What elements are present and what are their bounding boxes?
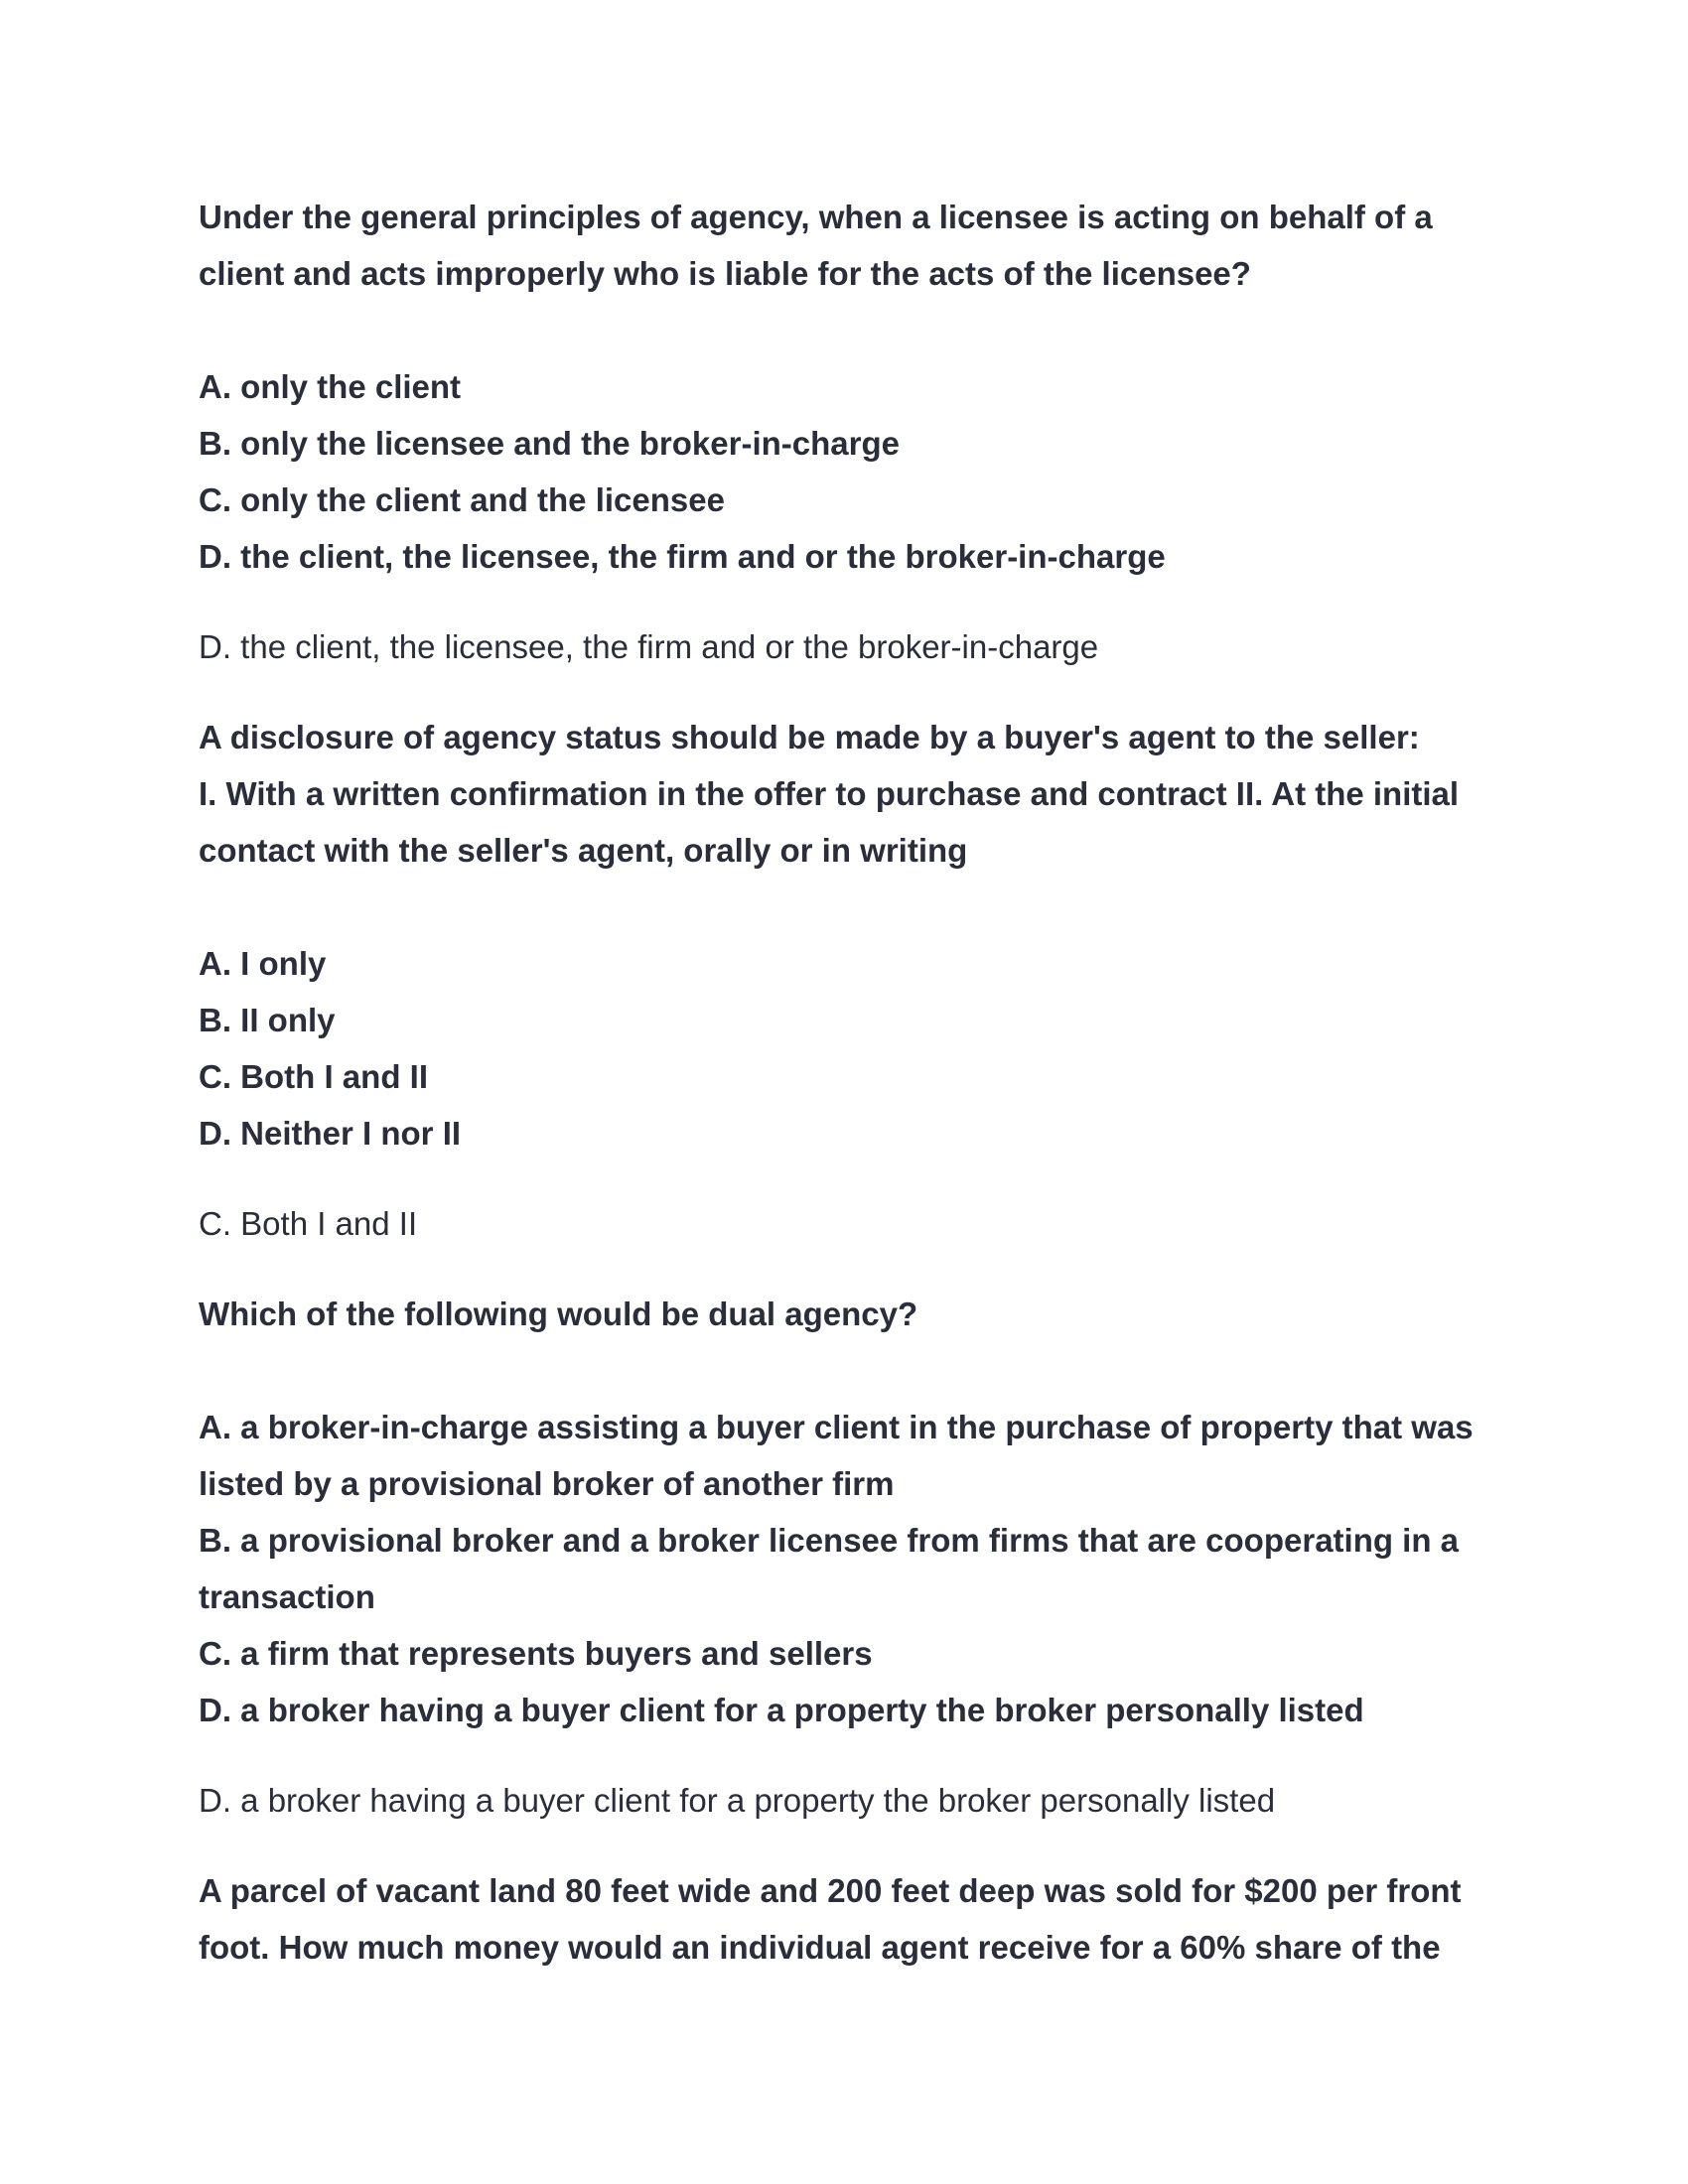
question-block-1 — [199, 189, 1509, 675]
option-b: B. II only — [199, 1002, 336, 1038]
option-c: C. only the client and the licensee — [199, 481, 725, 518]
question-line-1: A disclosure of agency status should be made by a buyer's agent to the seller: — [199, 719, 1420, 755]
document-page — [199, 189, 1509, 1976]
answer-text: C. Both I and II — [199, 1205, 418, 1242]
option-d: D. the client, the licensee, the firm and or the broker-in-charge — [199, 538, 1166, 575]
option-a: A. I only — [199, 945, 327, 982]
options-list — [199, 1399, 1509, 1738]
option-a: A. only the client — [199, 368, 462, 405]
option-c: C. Both I and II — [199, 1058, 428, 1095]
option-a: A. a broker-in-charge assisting a buyer client in the purchase of property that was listed by a provisional broker of another firm — [199, 1409, 1474, 1502]
question-text: A parcel of vacant land 80 feet wide and 200 feet deep was sold for $200 per front foot. How much money would an individual agent receive for a 60% share of the — [199, 1872, 1462, 1966]
answer-text: D. the client, the licensee, the firm and or the broker-in-charge — [199, 628, 1099, 665]
option-c: C. a firm that represents buyers and sellers — [199, 1635, 873, 1672]
question-text: Under the general principles of agency, when a licensee is acting on behalf of a client and acts improperly who is liable for the acts of the licensee? — [199, 199, 1433, 292]
question-block-4 — [199, 1862, 1509, 1976]
option-d: D. Neither I nor II — [199, 1115, 462, 1152]
question-line-2: I. With a written confirmation in the offer to purchase and contract II. At the initial contact with the seller's agent, orally or in writing — [199, 775, 1460, 869]
question-text: Which of the following would be dual agency? — [199, 1296, 918, 1332]
answer-text: D. a broker having a buyer client for a property the broker personally listed — [199, 1782, 1276, 1819]
question-block-2 — [199, 709, 1509, 1252]
option-b: B. only the licensee and the broker-in-charge — [199, 425, 901, 462]
question-text — [199, 709, 1509, 879]
option-d: D. a broker having a buyer client for a property the broker personally listed — [199, 1692, 1364, 1728]
question-block-3 — [199, 1286, 1509, 1829]
option-b: B. a provisional broker and a broker licensee from firms that are cooperating in a transaction — [199, 1522, 1460, 1615]
options-list — [199, 935, 1509, 1161]
options-list — [199, 358, 1509, 585]
